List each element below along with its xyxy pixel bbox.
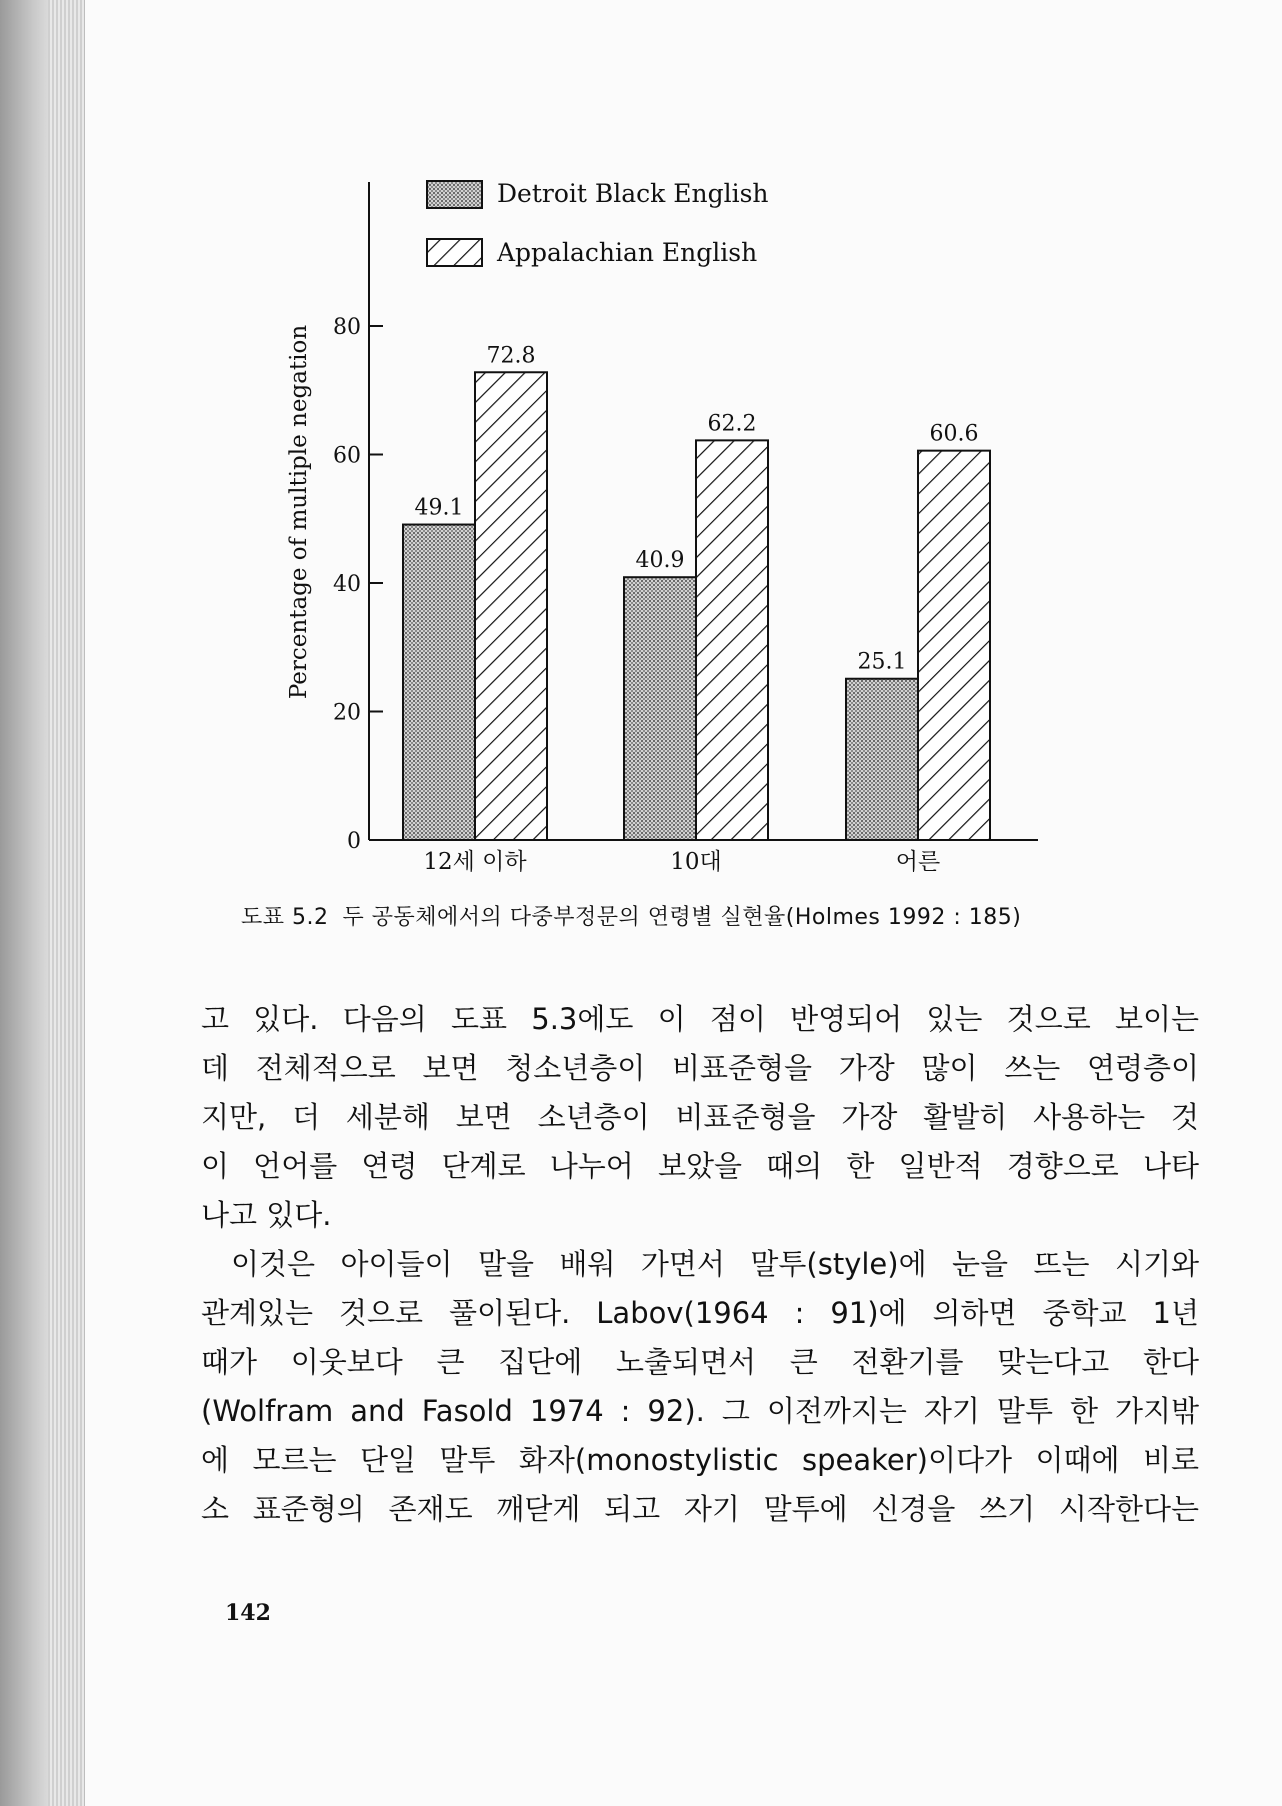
body-line: 때가 이웃보다 큰 집단에 노출되면서 큰 전환기를 맞는다고 한다 [201, 1345, 1199, 1379]
category-labels [423, 849, 940, 875]
legend-swatch-detroit [427, 181, 482, 208]
legend-swatch-appalachian [427, 239, 482, 266]
bar-appalachian [696, 440, 768, 840]
bar-detroit [624, 577, 696, 840]
body-line: 이것은 아이들이 말을 배워 가면서 말투(style)에 눈을 뜨는 시기와 [231, 1247, 1199, 1281]
y-tick-label: 0 [347, 829, 361, 854]
bars [403, 343, 990, 840]
legend-label-appalachian: Appalachian English [497, 238, 758, 267]
y-tick-label: 20 [333, 700, 361, 726]
figure-caption-label: 도표 5.2 [241, 905, 329, 930]
figure-caption-text: 두 공동체에서의 다중부정문의 연령별 실현율(Holmes 1992 : 185) [342, 905, 1022, 930]
x-category-label: 12세 이하 [423, 849, 527, 875]
bar-detroit [846, 679, 918, 840]
bar-value-label: 49.1 [414, 495, 464, 521]
body-line: 고 있다. 다음의 도표 5.3에도 이 점이 반영되어 있는 것으로 보이는 [201, 1002, 1199, 1036]
legend-label-detroit: Detroit Black English [497, 179, 769, 208]
bar-value-label: 60.6 [929, 421, 979, 447]
body-line: 관계있는 것으로 풀이된다. Labov(1964 : 91)에 의하면 중학교 1년 [201, 1296, 1199, 1330]
bar-appalachian [475, 372, 547, 840]
x-category-label: 어른 [895, 849, 941, 875]
body-line: 지만, 더 세분해 보면 소년층이 비표준형을 가장 활발히 사용하는 것 [201, 1100, 1199, 1134]
bar-value-label: 62.2 [707, 411, 757, 437]
figure-caption [241, 900, 1201, 931]
bar-value-label: 25.1 [857, 649, 907, 675]
y-tick-label: 40 [333, 572, 361, 597]
body-line: 데 전체적으로 보면 청소년층이 비표준형을 가장 많이 쓰는 연령층이 [201, 1051, 1199, 1085]
y-tick-label: 80 [333, 315, 361, 340]
y-axis-label: Percentage of multiple negation [286, 324, 312, 700]
page-number: 142 [225, 1600, 271, 1626]
body-line: 나고 있다. [201, 1198, 332, 1232]
body-line: (Wolfram and Fasold 1974 : 92). 그 이전까지는 자기 말투 한 가지밖 [201, 1394, 1199, 1428]
body-line: 이 언어를 연령 단계로 나누어 보았을 때의 한 일반적 경향으로 나타 [201, 1149, 1199, 1183]
chart-svg [85, 0, 1282, 900]
bar-chart [85, 0, 1282, 900]
x-category-label: 10대 [670, 849, 722, 875]
y-tick-label: 60 [333, 443, 361, 469]
bar-value-label: 40.9 [635, 548, 685, 574]
body-line: 소 표준형의 존재도 깨닫게 되고 자기 말투에 신경을 쓰기 시작한다는 [201, 1492, 1199, 1526]
bar-value-label: 72.8 [486, 343, 536, 369]
bar-detroit [403, 525, 475, 840]
book-page-edges [48, 0, 84, 1806]
bar-appalachian [918, 451, 990, 840]
book-page [84, 0, 1282, 1806]
body-line: 에 모르는 단일 말투 화자(monostylistic speaker)이다가 이때에 비로 [201, 1443, 1199, 1477]
body-text [201, 995, 1199, 1534]
y-ticks [333, 315, 383, 854]
